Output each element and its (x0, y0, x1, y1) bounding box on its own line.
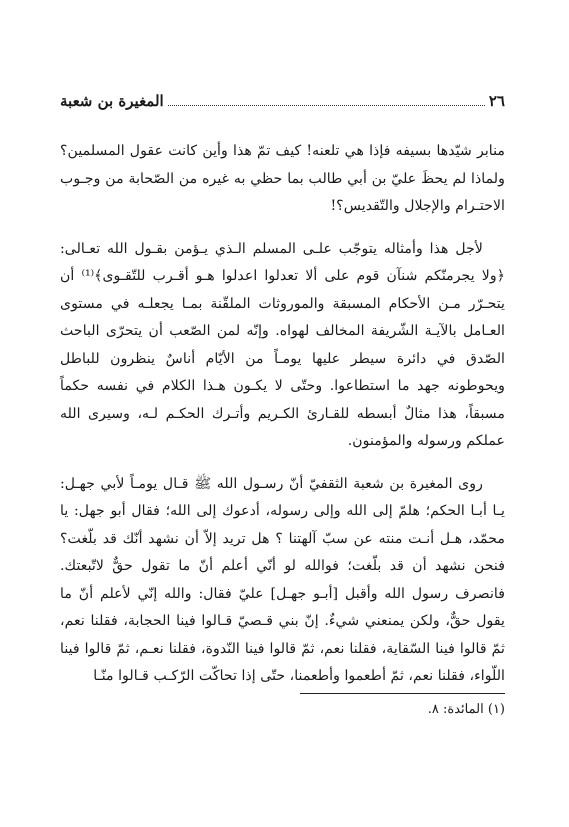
running-header (60, 92, 505, 114)
running-title: المغيرة بن شعبة (60, 92, 164, 110)
page-number: ٢٦ (488, 92, 505, 110)
book-page (60, 0, 505, 827)
paragraph-3: روى المغيرة بن شعبة الثقفيّ أنّ رسـول الله ﷺ قـال يومـاً لأبي جهـل: يـا أبـا الحكم؛ هلمّ إلى الله وإلى رسوله، أدعوك إلى الله؛ فقال أبو جهل: يا محمّد، هـل أنـت منته عن سبّ آلهتنا ؟ هل تريد إلاّ أن نشهد أنّك قد بلّغت؟ فنحن نشهد أن قد بلّغت؛ فوالله لو أنّي أعلم أنّ ما تقول حقٌّ لاتّبعتك. فانصرف رسول الله وأقبل [أبـو جهـل] عليّ فقال: والله إنّي لأعلم أنّ ما يقول حقٌّ، ولكن يمنعني شيءٌ. إنّ بني قـصيّ قـالوا فينا الحجابة، فقلنا نعم، ثمّ قالوا فينا السّقاية، فقلنا نعم، ثمّ قالوا فينا النّدوة، فقلنا نعـم، ثمّ قالوا فينا اللّواء، فقلنا نعم، ثمّ أطعموا وأطعمنا، حتّى إذا تحاكّت الرّكـب قـالوا منّـا (60, 475, 505, 684)
header-dotted-leader (168, 104, 485, 106)
body-text (60, 138, 505, 706)
footnote: (١) المائدة: ٨. (427, 702, 505, 717)
paragraph-2: لأجل هذا وأمثاله يتوجّب علـى المسلم الـذي يـؤمن بقـول الله تعـالى: ﴿ولا يجرمنّكم شنآن قوم على ألا تعدلوا اعدلوا هـو أقـرب للتّقـوى﴾⁽¹⁾ أن يتحـرّر مـن الأحكام المسبقة والموروثات الملقّنة بمـا يجعلـه في مستوى العـامل بالآيـة الشّريفة المخالف لهواه. وإنّه لمن الصّعب أن يتحرّى الباحث الصّدق في دائرة سيطر عليها يومـاً من الأيّام أناسٌ ينظرون للباطل ويحوطونه جهد ما استطاعوا. وحتّى لا يكـون هـذا الكلام في نفسه حكماً مسبقاً، هذا مثالٌ أبسطه للقـارئ الكـريم وأتـرك الحكـم لـه، وسيرى الله عملكم ورسوله والمؤمنون. (60, 240, 506, 449)
footnote-separator (300, 693, 505, 694)
paragraph-1: منابر شيّدها بسيفه فإذا هي تلعنه! كيف تمّ هذا وأين كانت عقول المسلمين؟ ولماذا لم يحظَ عليّ بن أبي طالب بما حظي به غيره من الصّحابة من وجـوب الاحتـرام والإجلال والتّقديس؟! (60, 143, 505, 214)
